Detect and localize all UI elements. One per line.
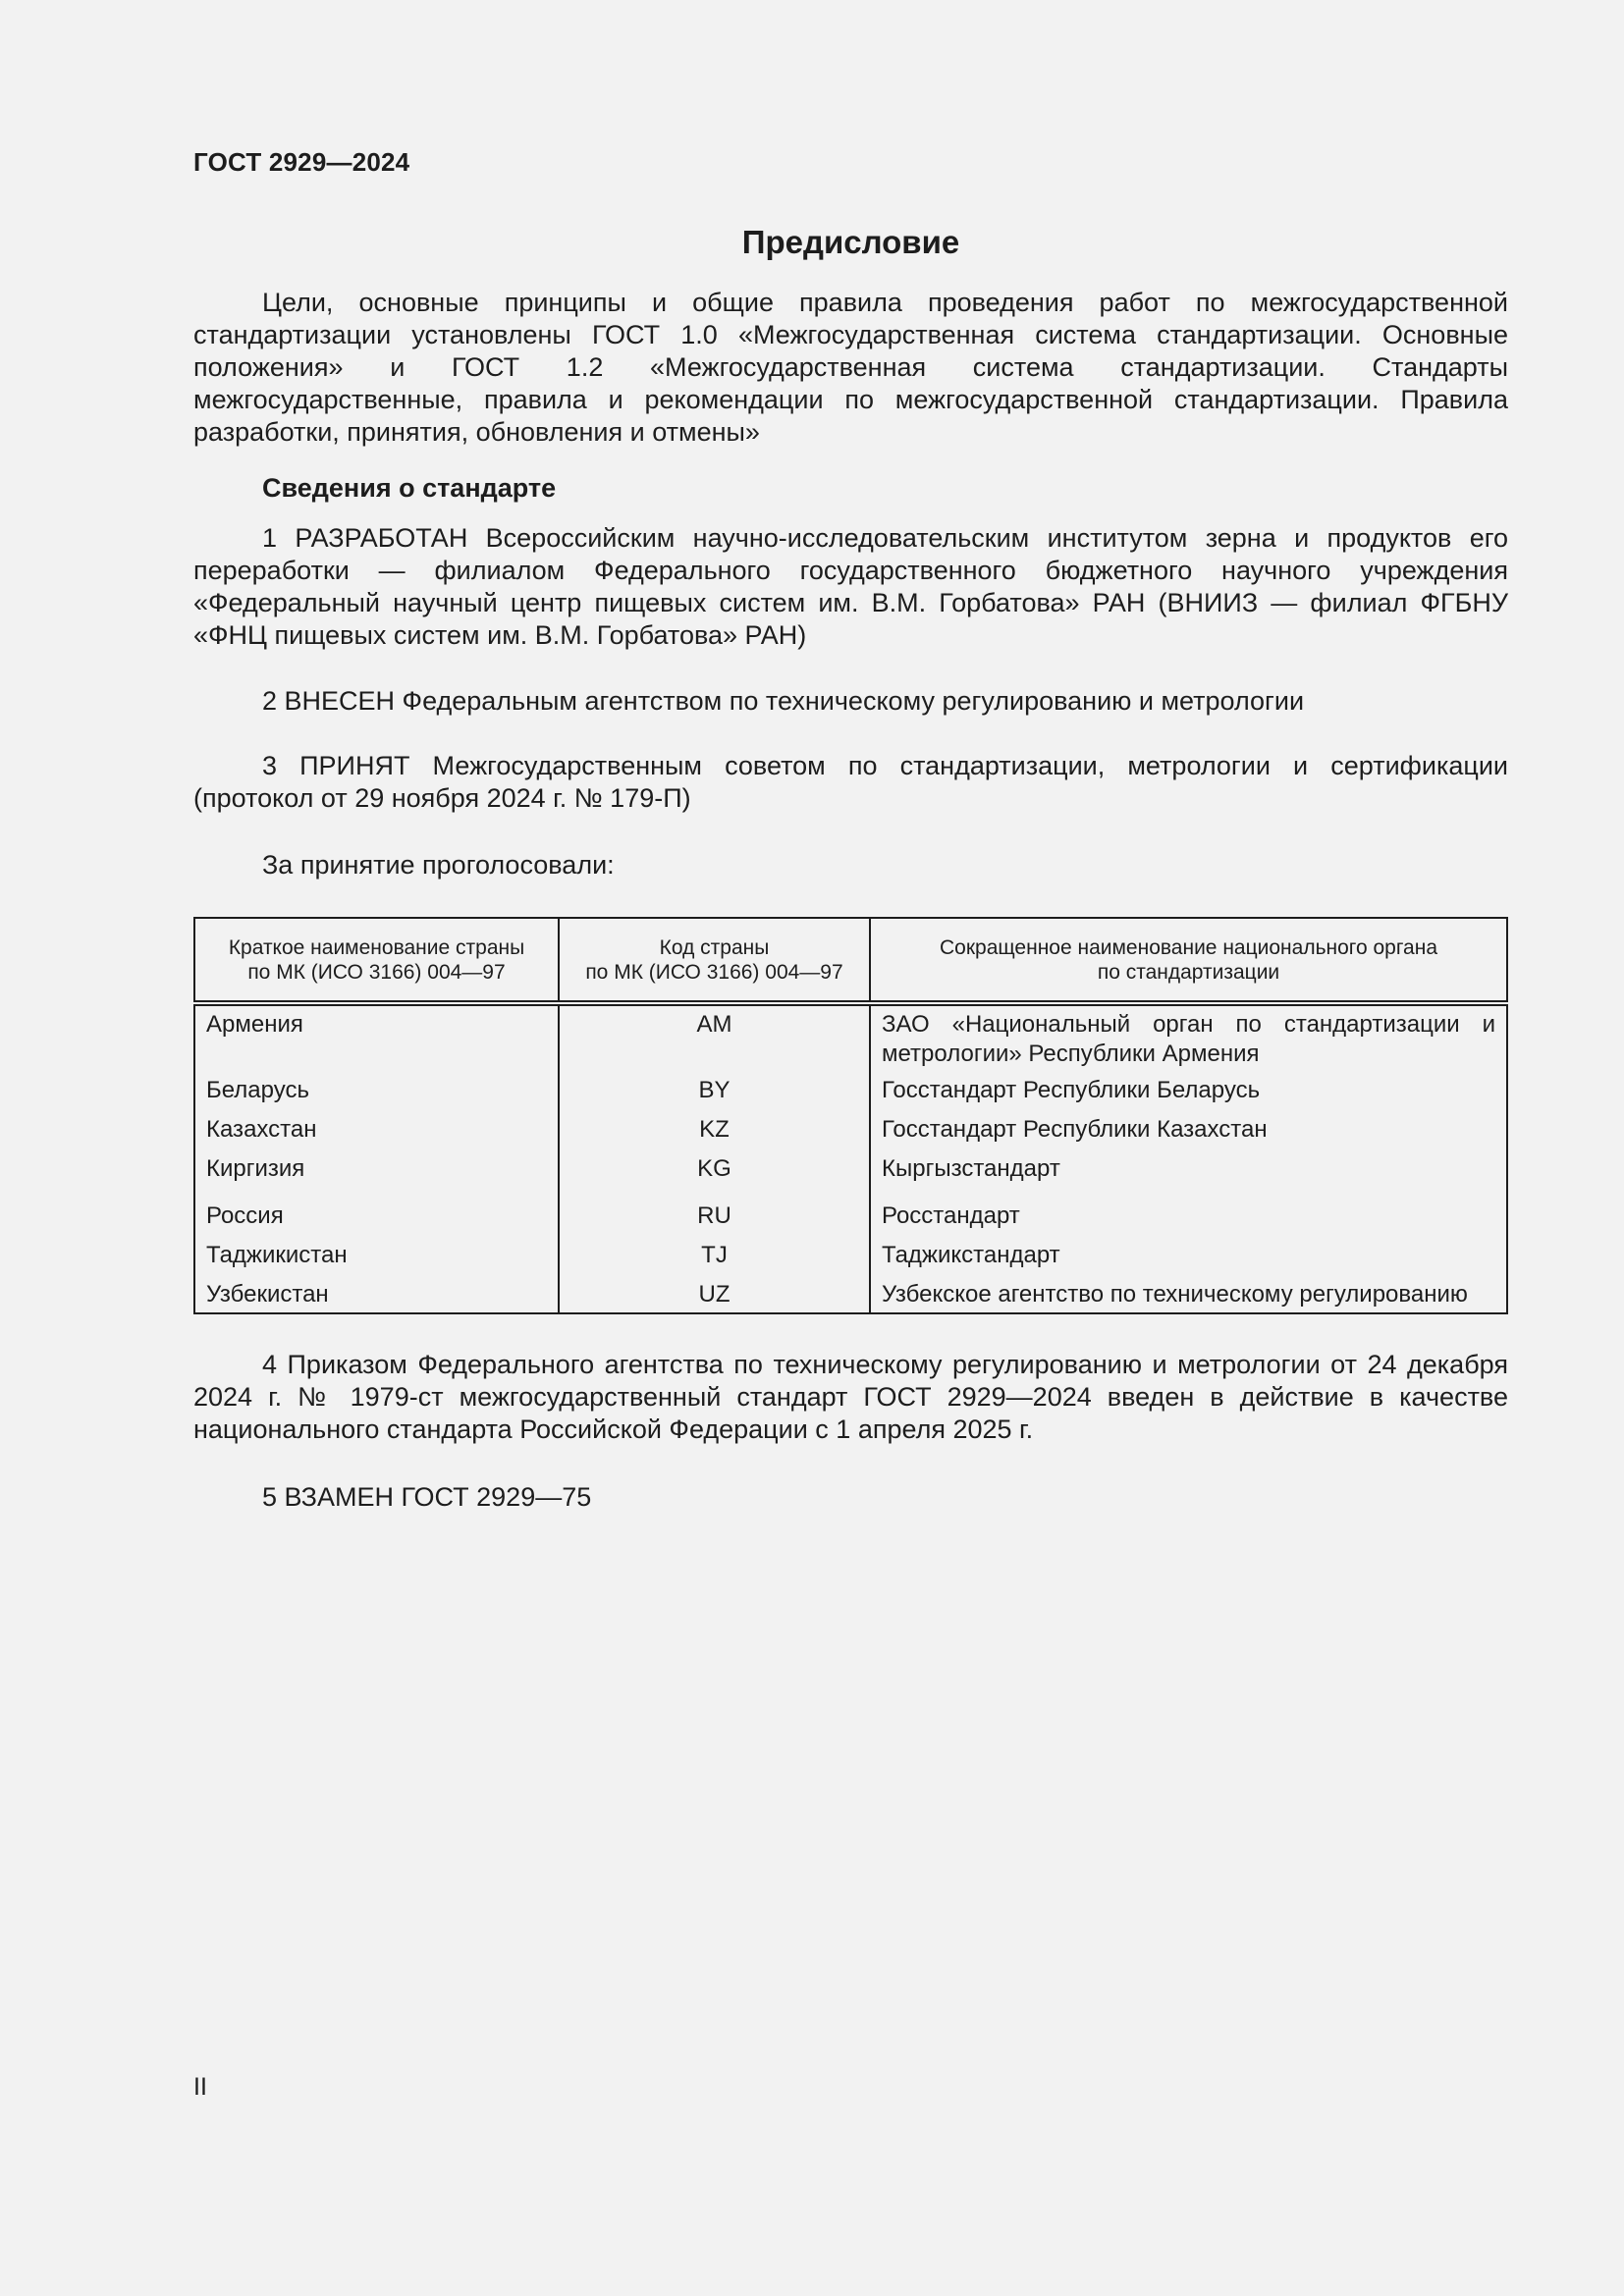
standard-info-heading: Сведения о стандарте	[262, 473, 557, 503]
cell-org: Госстандарт Республики Казахстан	[870, 1111, 1507, 1150]
cell-code: UZ	[559, 1276, 870, 1313]
header-org: Сокращенное наименование национального органа по стандартизации	[870, 918, 1507, 1003]
cell-code: AM	[559, 1003, 870, 1072]
cell-org: Росстандарт	[870, 1198, 1507, 1237]
item-adopted: 3 ПРИНЯТ Межгосударственным советом по стандартизации, метрологии и сертификации (протокол от 29 ноября 2024 г. № 179-П)	[193, 751, 1508, 813]
cell-code: KG	[559, 1150, 870, 1198]
cell-org: Кыргызстандарт	[870, 1150, 1507, 1198]
item-developed: 1 РАЗРАБОТАН Всероссийским научно-исследовательским институтом зерна и продуктов его переработки — филиалом Федерального государственного бюджетного научного учреждения «Федеральный научный центр пищевых систем им. В.М. Горбатова» РАН (ВНИИЗ — филиал ФГБНУ «ФНЦ пищевых систем им. В.М. Горбатова» РАН)	[193, 523, 1508, 650]
cell-country: Армения	[194, 1003, 559, 1072]
intro-paragraph: Цели, основные принципы и общие правила проведения работ по межгосударственной стандартизации установлены ГОСТ 1.0 «Межгосударственная система стандартизации. Основные положения» и ГОСТ 1.2 «Межгосударственная система стандартизации. Стандарты межгосударственные, правила и рекомендации по межгосударственной стандартизации. Правила разработки, принятия, обновления и отмены»	[193, 288, 1508, 447]
cell-country: Таджикистан	[194, 1237, 559, 1276]
page-title: Предисловие	[741, 224, 960, 260]
header-code: Код страны по МК (ИСО 3166) 004—97	[559, 918, 870, 1003]
cell-org: ЗАО «Национальный орган по стандартизации и метрологии» Республики Армения	[870, 1003, 1507, 1072]
cell-org: Узбекское агентство по техническому регулированию	[870, 1276, 1507, 1313]
table-row	[194, 1276, 1507, 1313]
cell-country: Казахстан	[194, 1111, 559, 1150]
table-row	[194, 1111, 1507, 1150]
page-number: II	[193, 2073, 207, 2101]
item-introduced: 2 ВНЕСЕН Федеральным агентством по техническому регулированию и метрологии	[262, 686, 1305, 716]
table-row	[194, 1237, 1507, 1276]
table-row	[194, 1072, 1507, 1111]
cell-code: KZ	[559, 1111, 870, 1150]
cell-country: Узбекистан	[194, 1276, 559, 1313]
cell-org: Госстандарт Республики Беларусь	[870, 1072, 1507, 1111]
item-order: 4 Приказом Федерального агентства по техническому регулированию и метрологии от 24 декабря 2024 г. № 1979-ст межгосударственный стандарт ГОСТ 2929—2024 введен в действие в качестве национального стандарта Российской Федерации с 1 апреля 2025 г.	[193, 1350, 1508, 1444]
voted-label: За принятие проголосовали:	[262, 850, 615, 880]
voting-table	[193, 917, 1508, 1314]
cell-code: BY	[559, 1072, 870, 1111]
header-country: Краткое наименование страны по МК (ИСО 3166) 004—97	[194, 918, 559, 1003]
cell-country: Киргизия	[194, 1150, 559, 1198]
cell-country: Беларусь	[194, 1072, 559, 1111]
table-header-row	[194, 918, 1507, 1003]
cell-org: Таджикстандарт	[870, 1237, 1507, 1276]
item-replaces: 5 ВЗАМЕН ГОСТ 2929—75	[262, 1482, 592, 1512]
table-row	[194, 1003, 1507, 1072]
table-row	[194, 1150, 1507, 1198]
cell-country: Россия	[194, 1198, 559, 1237]
cell-code: TJ	[559, 1237, 870, 1276]
table-row	[194, 1198, 1507, 1237]
document-code-header: ГОСТ 2929—2024	[193, 147, 410, 177]
cell-code: RU	[559, 1198, 870, 1237]
